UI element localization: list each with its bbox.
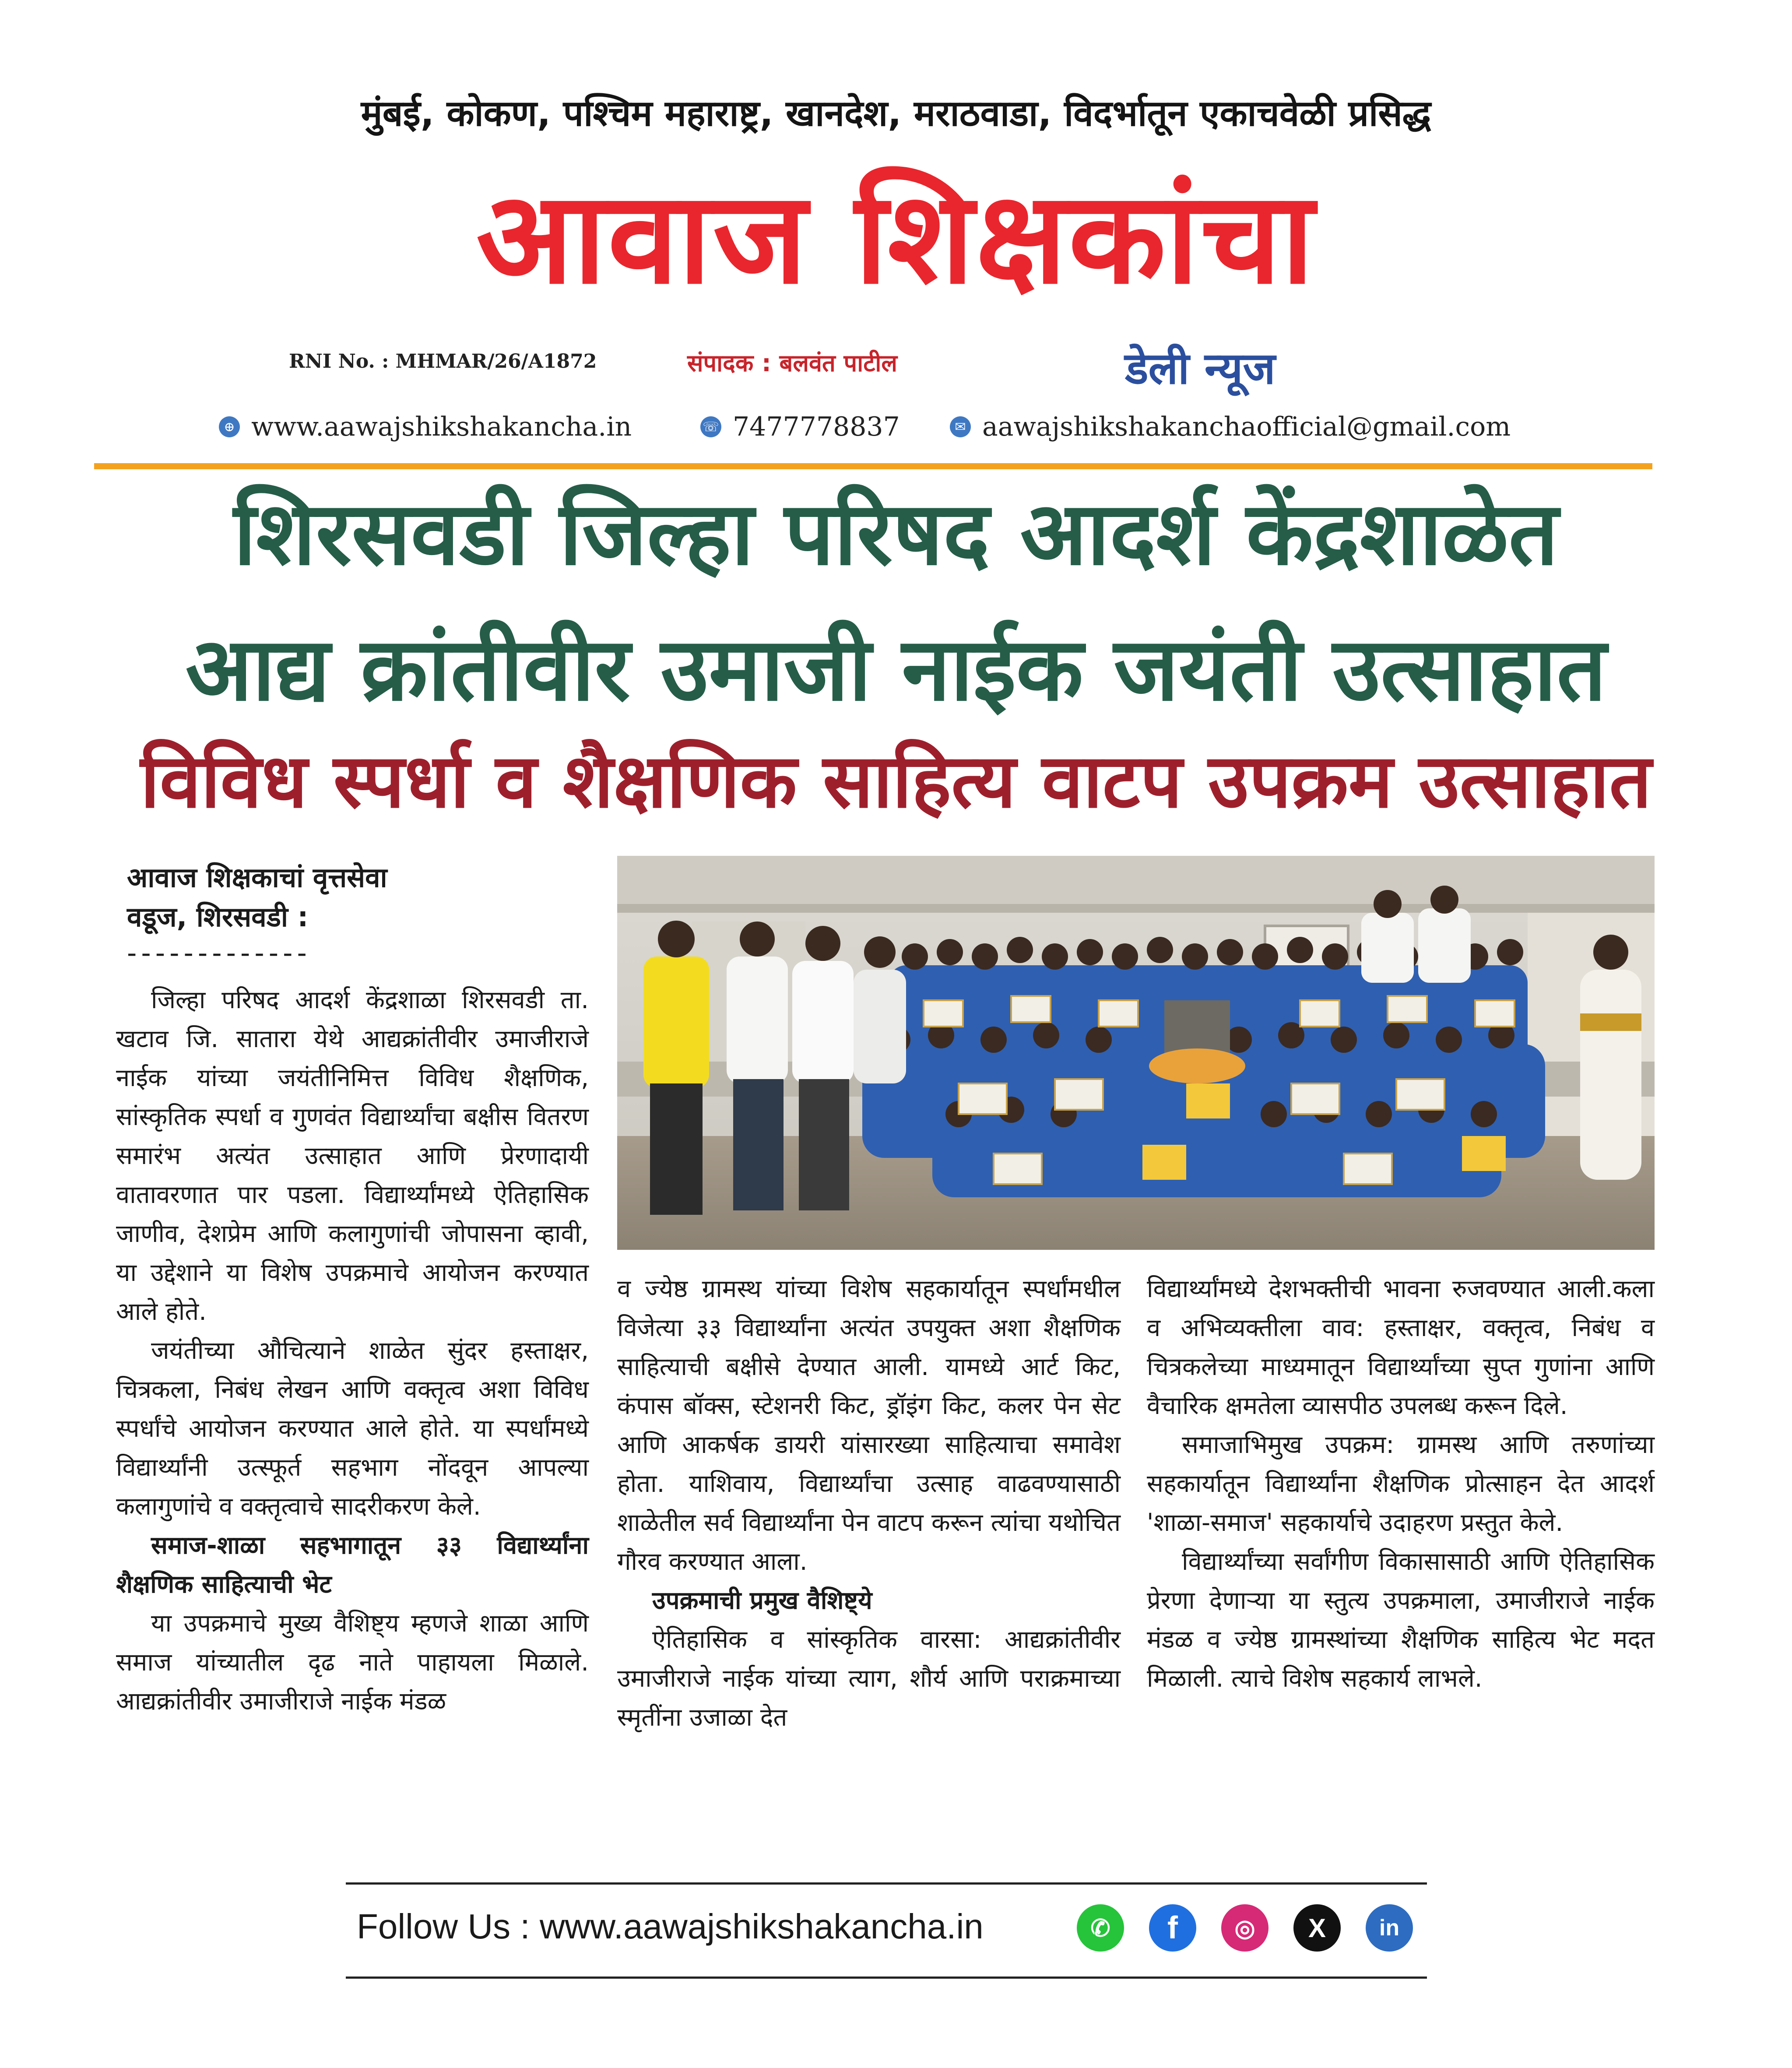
- rni-number: RNI No. : MHMAR/26/A1872: [289, 350, 597, 373]
- website-contact: [219, 411, 632, 442]
- phone-text[interactable]: 7477778837: [733, 411, 900, 442]
- masthead-divider: [94, 463, 1652, 469]
- masthead-tagline: मुंबई, कोकण, पश्चिम महाराष्ट्र, खानदेश, मराठवाडा, विदर्भातून एकाचवेळी प्रसिद्ध: [361, 93, 1431, 134]
- byline-dash: -------------: [127, 937, 311, 969]
- instagram-icon[interactable]: ◎: [1221, 1904, 1268, 1952]
- article-paragraph: जयंतीच्या औचित्याने शाळेत सुंदर हस्ताक्षर, चित्रकला, निबंध लेखन आणि वक्तृत्व अशा विविध स्पर्धांचे आयोजन करण्यात आले होते. या स्पर्धांमध्ये विद्यार्थ्यांनी उत्स्फूर्त सहभाग नोंदवून आपल्या कलागुणांचे व वक्तृत्वाचे सादरीकरण केले.: [116, 1336, 589, 1521]
- email-text[interactable]: aawajshikshakanchaofficial@gmail.com: [982, 411, 1511, 442]
- article-subheading: समाज-शाळा सहभागातून ३३ विद्यार्थ्यांना शैक्षणिक साहित्याची भेट: [116, 1531, 589, 1599]
- article-column-3: [1147, 1270, 1655, 1698]
- byline: [127, 858, 387, 937]
- whatsapp-icon[interactable]: ✆: [1077, 1904, 1124, 1952]
- article-column-1: [116, 981, 589, 1721]
- article-paragraph: विद्यार्थ्यांच्या सर्वांगीण विकासासाठी आणि ऐतिहासिक प्रेरणा देणाऱ्या या स्तुत्य उपक्रमाला, उमाजीराजे नाईक मंडळ व ज्येष्ठ ग्रामस्थांच्या शैक्षणिक साहित्य भेट मदत मिळाली. त्याचे विशेष सहकार्य लाभले.: [1147, 1547, 1655, 1693]
- globe-icon: ⊕: [219, 416, 240, 437]
- article-paragraph: व ज्येष्ठ ग्रामस्थ यांच्या विशेष सहकार्यातून स्पर्धांमधील विजेत्या ३३ विद्यार्थ्यांना अत्यंत उपयुक्त अशा शैक्षणिक साहित्याची बक्षीसे देण्यात आली. यामध्ये आर्ट किट, कंपास बॉक्स, स्टेशनरी किट, ड्रॉइंग किट, कलर पेन सेट आणि आकर्षक डायरी यांसारख्या साहित्याचा समावेश होता. याशिवाय, विद्यार्थ्यांचा उत्साह वाढवण्यासाठी शाळेतील सर्व विद्यार्थ्यांना पेन वाटप करून त्यांचा यथोचित गौरव करण्यात आला.: [617, 1275, 1121, 1576]
- newspaper-brand-title: आवाज शिक्षकांचा: [476, 165, 1316, 312]
- follow-us-link[interactable]: Follow Us : www.aawajshikshakancha.in: [357, 1907, 984, 1946]
- article-paragraph: समाजाभिमुख उपक्रम: ग्रामस्थ आणि तरुणांच्या सहकार्यातून विद्यार्थ्यांना शैक्षणिक प्रोत्साहन देत आदर्श 'शाळा-समाज' सहकार्याचे उदाहरण प्रस्तुत केले.: [1147, 1431, 1655, 1537]
- dateline-place: वडूज, शिरसवडी :: [127, 901, 309, 933]
- mail-icon: ✉: [950, 416, 971, 437]
- footer-divider-bottom: [346, 1977, 1427, 1979]
- website-text[interactable]: www.aawajshikshakancha.in: [251, 411, 632, 442]
- phone-contact: [700, 411, 900, 442]
- headline-line-2: आद्य क्रांतीवीर उमाजी नाईक जयंती उत्साहात: [185, 619, 1607, 721]
- x-icon[interactable]: X: [1293, 1904, 1341, 1952]
- subheadline: विविध स्पर्धा व शैक्षणिक साहित्य वाटप उपक्रम उत्साहात: [140, 738, 1652, 825]
- news-service: आवाज शिक्षकाचां वृत्तसेवा: [127, 862, 387, 893]
- footer-divider-top: [346, 1882, 1427, 1885]
- article-subheading: उपक्रमाची प्रमुख वैशिष्ट्ये: [652, 1586, 872, 1615]
- phone-icon: ☏: [700, 416, 721, 437]
- headline-line-1: शिरसवडी जिल्हा परिषद आदर्श केंद्रशाळेत: [233, 483, 1559, 585]
- email-contact: [950, 411, 1511, 442]
- article-paragraph: जिल्हा परिषद आदर्श केंद्रशाळा शिरसवडी ता. खटाव जि. सातारा येथे आद्यक्रांतीवीर उमाजीराजे नाईक यांच्या जयंतीनिमित्त विविध शैक्षणिक, सांस्कृतिक स्पर्धा व गुणवंत विद्यार्थ्यांचा बक्षीस वितरण समारंभ अत्यंत उत्साहात आणि प्रेरणादायी वातावरणात पार पडला. विद्यार्थ्यांमध्ये ऐतिहासिक जाणीव, देशप्रेम आणि कलागुणांची जोपासना व्हावी, या उद्देशाने या विशेष उपक्रमाचे आयोजन करण्यात आले होते.: [116, 986, 589, 1326]
- linkedin-icon[interactable]: in: [1366, 1904, 1413, 1952]
- editor-credit: संपादक : बलवंत पाटील: [687, 349, 898, 377]
- event-group-photo: [617, 856, 1655, 1250]
- article-paragraph: या उपक्रमाचे मुख्य वैशिष्ट्य म्हणजे शाळा आणि समाज यांच्यातील दृढ नाते पाहायला मिळाले. आद्यक्रांतीवीर उमाजीराजे नाईक मंडळ: [116, 1609, 589, 1716]
- article-paragraph: ऐतिहासिक व सांस्कृतिक वारसा: आद्यक्रांतीवीर उमाजीराजे नाईक यांच्या त्याग, शौर्य आणि पराक्रमाच्या स्मृतींना उजाळा देत: [617, 1625, 1121, 1732]
- edition-label: डेली न्यूज: [1125, 343, 1275, 394]
- facebook-icon[interactable]: f: [1149, 1904, 1196, 1952]
- article-column-2: [617, 1270, 1121, 1737]
- article-paragraph: विद्यार्थ्यांमध्ये देशभक्तीची भावना रुजवण्यात आली.कला व अभिव्यक्तीला वाव: हस्ताक्षर, वक्तृत्व, निबंध व चित्रकलेच्या माध्यमातून विद्यार्थ्यांच्या सुप्त गुणांना आणि वैचारिक क्षमतेला व्यासपीठ उपलब्ध करून दिले.: [1147, 1275, 1655, 1420]
